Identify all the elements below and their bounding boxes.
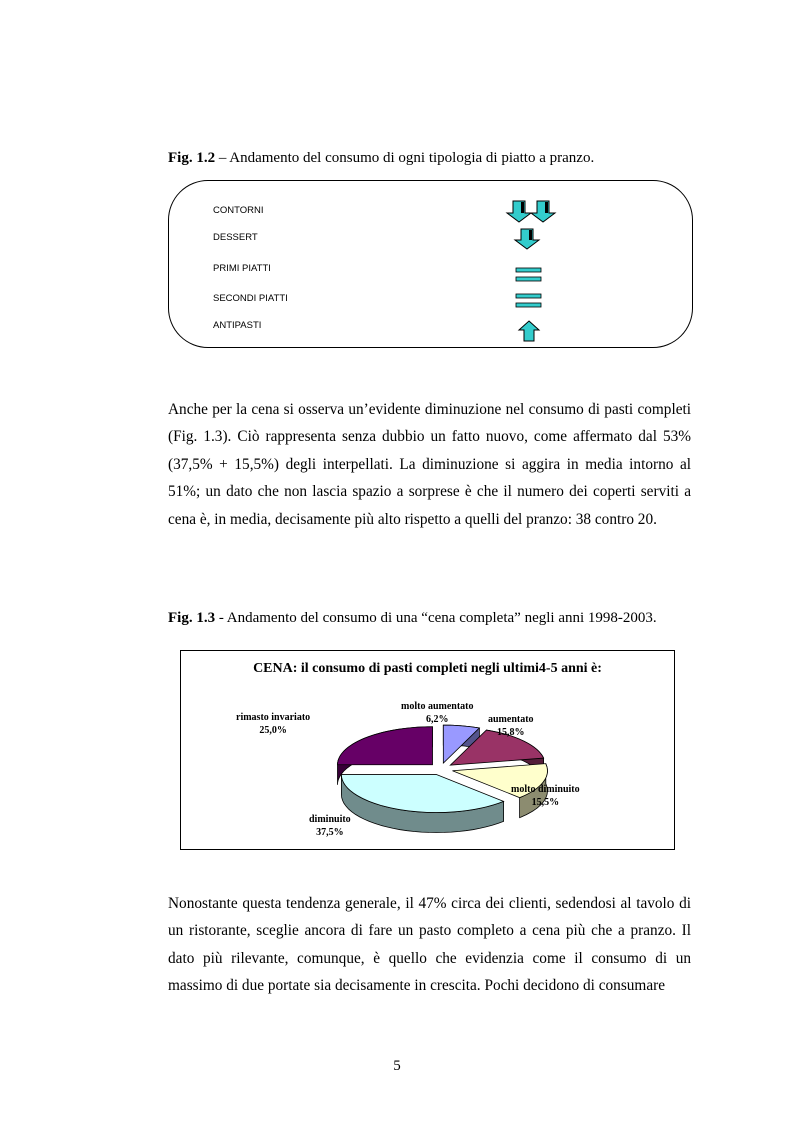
pie-label-rimasto-invariato: rimasto invariato 25,0%: [236, 712, 311, 736]
row-label-antipasti: ANTIPASTI: [213, 320, 262, 331]
fig-1-2-text: – Andamento del consumo di ogni tipologia di piatto a pranzo.: [215, 150, 595, 166]
pie-slice-rimasto-invariato: [338, 727, 433, 765]
pie-chart-frame: [180, 650, 675, 850]
down-arrow-icon: [515, 229, 539, 249]
fig-1-2-label: Fig. 1.2: [168, 150, 216, 166]
body-paragraph-1: Anche per la cena si osserva un’evidente diminuzione nel consumo di pasti completi (Fig. 1.3). Ciò rappresenta senza dubbio un fatto nuovo, come affermato dal 53% (37,5% + 15,5%) degli interpellati. La diminuzione si aggira in media intorno al 51%; un dato che non lascia spazio a sorprese è che il numero dei coperti serviti a cena è, in media, decisamente più alto rispetto a quelli del pranzo: 38 contro 20.: [168, 401, 691, 528]
trend-icons: [169, 181, 694, 349]
pie-label-diminuito: diminuito 37,5%: [309, 814, 351, 838]
row-label-secondi: SECONDI PIATTI: [213, 293, 288, 304]
row-label-primi: PRIMI PIATTI: [213, 263, 271, 274]
fig-1-3-caption: [168, 610, 657, 627]
fig-1-2-trend-panel: [168, 180, 693, 348]
pie-label-molto-diminuito: molto diminuito 15,5%: [511, 784, 580, 808]
up-arrow-icon: [519, 321, 539, 341]
double-down-arrow-icon: [507, 201, 555, 222]
equal-icon: [516, 268, 541, 281]
fig-1-3-text: - Andamento del consumo di una “cena completa” negli anni 1998-2003.: [215, 610, 657, 626]
body-paragraph-2: Nonostante questa tendenza generale, il 47% circa dei clienti, sedendosi al tavolo di un ristorante, sceglie ancora di fare un pasto completo a cena più che a pranzo. Il dato più rilevante, comunque, è quello che evidenzia come il consumo di un massimo di due portate sia decisamente in crescita. Pochi decidono di consumare: [168, 895, 691, 995]
row-label-contorni: CONTORNI: [213, 205, 264, 216]
row-label-dessert: DESSERT: [213, 232, 258, 243]
pie-chart: [181, 651, 676, 851]
chart-title: CENA: il consumo di pasti completi negli ultimi4-5 anni è:: [253, 661, 602, 676]
fig-1-3-label: Fig. 1.3: [168, 610, 216, 626]
fig-1-2-caption: [168, 150, 594, 167]
equal-icon: [516, 294, 541, 307]
page-number: 5: [393, 1058, 401, 1074]
pie-label-aumentato: aumentato 15,8%: [488, 714, 534, 738]
pie-label-molto-aumentato: molto aumentato 6,2%: [401, 701, 474, 725]
